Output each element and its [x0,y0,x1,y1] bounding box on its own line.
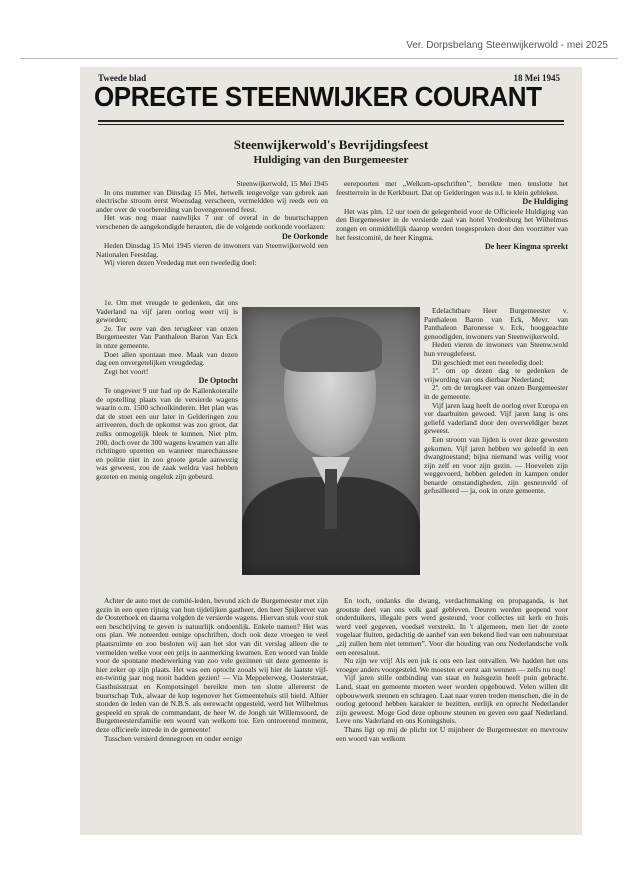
portrait-photo [242,307,420,575]
column-right-bottom [336,597,568,829]
newspaper-page [80,67,582,835]
column-left-narrow [96,299,238,594]
list-item: 1º. om op dezen dag te gedenken de vrijwording van ons dierbaar Nederland; [424,366,568,384]
section-heading: De Huldiging [522,197,568,207]
paragraph: Heden Dinsdag 15 Mei 1945 vieren de inwoners van Steenwijkerwold een Nationalen Feestdag. [96,241,328,259]
header-divider [20,58,618,59]
paragraph: Achter de auto met de comité-leden, bevond zich de Burgemeester met zijn gezin in een open rijtuig van hun tijdelijken gastheer, den heer Spijkervet van de Oosterhoek en daarna volgden de versierde wagens. Hiervan stuk voor stuk een beschrijving te geven is natuurlijk ondoenlijk. Enkele namen? Het was ons plan. We noteerden eenige opschriften, doch ook deze vroegen te veel plaatsruimte en zoo besloten wij aan het slot van dit verslag alleen die te vermelden welke voor een prijs in aanmerking kwamen. Een woord van hulde voor de spontane medewerking van zoo vele gezinnen uit deze gemeente is hier zeker op zijn plaats. Het was een optocht zooals wij hier de laatste vijf-en-twintig jaar nog nooit hadden gezien! — Via Meppelerweg, Oosterstraat, Gasthuisstraat en Kompotsingel bereikte men ten slotte allereerst de buurtschap Tuk, alwaar de kop tegenover het Gemeentehuis stil hield. Alhier stonden de leden van de N.B.S. als eerewacht opgesteld, werd het Wilhelmus gespeeld en sprak de commandant, de heer W. de Jongh uit Willemsoord, de Burgemeestersfamilie een woord van welkom toe. Een ontroerend moment, deze officieele intrede in de gemeente! [96,597,328,734]
paragraph: Zegt het voort! [104,366,149,376]
paragraph: Dit geschiedt met een tweeledig doel: [432,357,544,367]
section-heading: De Optocht [198,376,238,386]
paragraph: Edelachtbare Heer Burgemeester v. Panthaleon Baron van Eck, Mevr. van Panthaleon Baronesse v. Eck, hooggeachte genoodigden, inwoners van Steenwijkerwold. [424,307,568,341]
column-right-narrow [424,307,568,595]
paragraph: Nu zijn we vrij! Als een juk is ons een last ontvallen. We hadden het ons vroeger anders voorgesteld. We moesten er eerst aan wennen — zelfs nu nog! [336,656,568,674]
paragraph: eerepoorten met „Welkom-opschriften”, bereikte men tenslotte het feestterrein in de Kerkbuurt. Dat op Gelderingen was n.l. te klein gebleken. [336,180,568,197]
paragraph: Steenwijkerwold, 15 Mei 1945 [236,180,328,188]
paragraph: Wij vieren dezen Vrededag met een tweeledig doel: [104,258,257,268]
section-heading: De Oorkonde [282,231,328,241]
photo-vignette [242,307,420,575]
paragraph: Een stroom van lijden is over deze gewesten gekomen. Vijf jaren hebben we geleefd in een dwangtoestand; bijna niemand was veilig voor zijn zelf en voor zijn gezin. — Hoevelen zijn weggevoerd, hebben geleden in kampen onder benarde omstandigheden, zijn gesneuveld of gefusilleerd — ja, ook in onze gemeente. [424,434,568,496]
paragraph: In ons nummer van Dinsdag 15 Mei, hetwelk tengevolge van gebrek aan electrische stroom eerst Woensdag verscheen, vermeldden wij reeds een en ander over de voorbereiding van bovengenoemd feest. [96,187,328,214]
article-subtitle: Huldiging van den Burgemeester [253,154,409,166]
section-label: Tweede blad [98,73,147,83]
paragraph: Vijf jaren stille ontbinding van staat en huisgezin heeft puin gebracht. Land, staat en gemeente moeten weer worden opgebouwd. Velen willen dit opbouwwerk steunen en schragen. Laat naar voren treden menschen, die in de oorlog getoond hebben karakter te bezitten, eerlijk en oprecht Nederlander zijn geweest. Moge God deze opbouw steunen en geven een gaaf Nederland. Leve ons Vaderland en ons Koningshuis. [336,673,568,726]
list-item: 2e. Ter eere van den terugkeer van onzen Burgemeester Van Panthaleon Baron Van Eck in onze gemeente. [96,323,238,350]
paragraph: Te ongeveer 9 uur had op de Kallenkoteralle de opstelling plaats van de versierde wagens waarin o.m. 1500 schoolkinderen. Het plan was dat de stoet een uur later in Gelderingen zou arriveeren, doch de opkomst was zoo groot, dat zulks onmogelijk bleek te kunnen. Niet plm. 200, doch over de 300 wagens kwamen van alle richtingen opzetten en wanneer marechaussee en politie niet in zoo groote getale aanwezig was geweest, zou de zaak weldra vast hebben gezeten en menig ongeluk zijn gebeurd. [96,385,238,481]
paragraph: Het was nog maar nauwlijks 7 uur of overal in de buurtschappen verschenen de aangekondigde herauten, die de volgende oorkonde voorlazen: [96,213,328,231]
paragraph: En toch, ondanks die dwang, verdachtmaking en propaganda, is het grootste deel van ons volk gaaf gebleven. Deuren werden geopend voor onderduikers, illegale pers werd gesteund, voor collectes uit kerk en huis werd veel gegeven, voedsel verstrekt. In 't algemeen, men liet de zoete vogelaar fluiten, gedachtig de aanhef van een bekend lied van een nabuurstaat „zij zullen hem niet temmen”. Voor die houding van ons Nederlandsche volk een eeresaluut. [336,597,568,657]
issue-date: 18 Mei 1945 [513,73,560,83]
column-left-bottom [96,597,328,829]
header-note: Ver. Dorpsbelang Steenwijkerwold - mei 2025 [406,40,608,51]
list-item: 1e. Om met vreugde te gedenken, dat ons Vaderland na vijf jaren oorlog weer vrij is geworden; [96,299,238,325]
masthead-title: OPREGTE STEENWIJKER COURANT [94,81,542,112]
paragraph: Thans ligt op mij de plicht tot U mijnheer de Burgemeester en mevrouw een woord van welkom [336,724,568,743]
list-item: 2º. om de terugkeer van onzen Burgemeester in de gemeente. [424,383,568,401]
paragraph: Tusschen versierd dennegroen en onder eenige [104,733,243,743]
paragraph: Vijf jaren laag heeft de oorlog over Europa en ver daarbuiten gewoed. Vijf jaren lang is ons geliefd vaderland door den overweldiger bezet geweest. [424,400,568,436]
section-heading: De heer Kingma spreekt [484,242,568,252]
article-title: Steenwijkerwold's Bevrijdingsfeest [233,137,429,152]
masthead-rule-thin [98,124,564,125]
paragraph: Heden vieren de inwoners van Steenw.wold hun vreugdefeest. [424,340,568,358]
paragraph: Doet allen spontaan mee. Maak van dezen dag een onvergetelijken vreugdedag. [96,349,238,368]
column-right-top [336,180,568,310]
paragraph: Het was plm. 12 uur toen de gelegenheid voor de Officieele Huldiging van den Burgemeester in de versierde zaal van hotel Vredenburg het Wilhelmus zongen en onmiddellijk daarop werden toegesproken door den voorzitter van het feestcomité, de heer Kingma. [336,206,568,242]
masthead-rule [98,120,564,122]
